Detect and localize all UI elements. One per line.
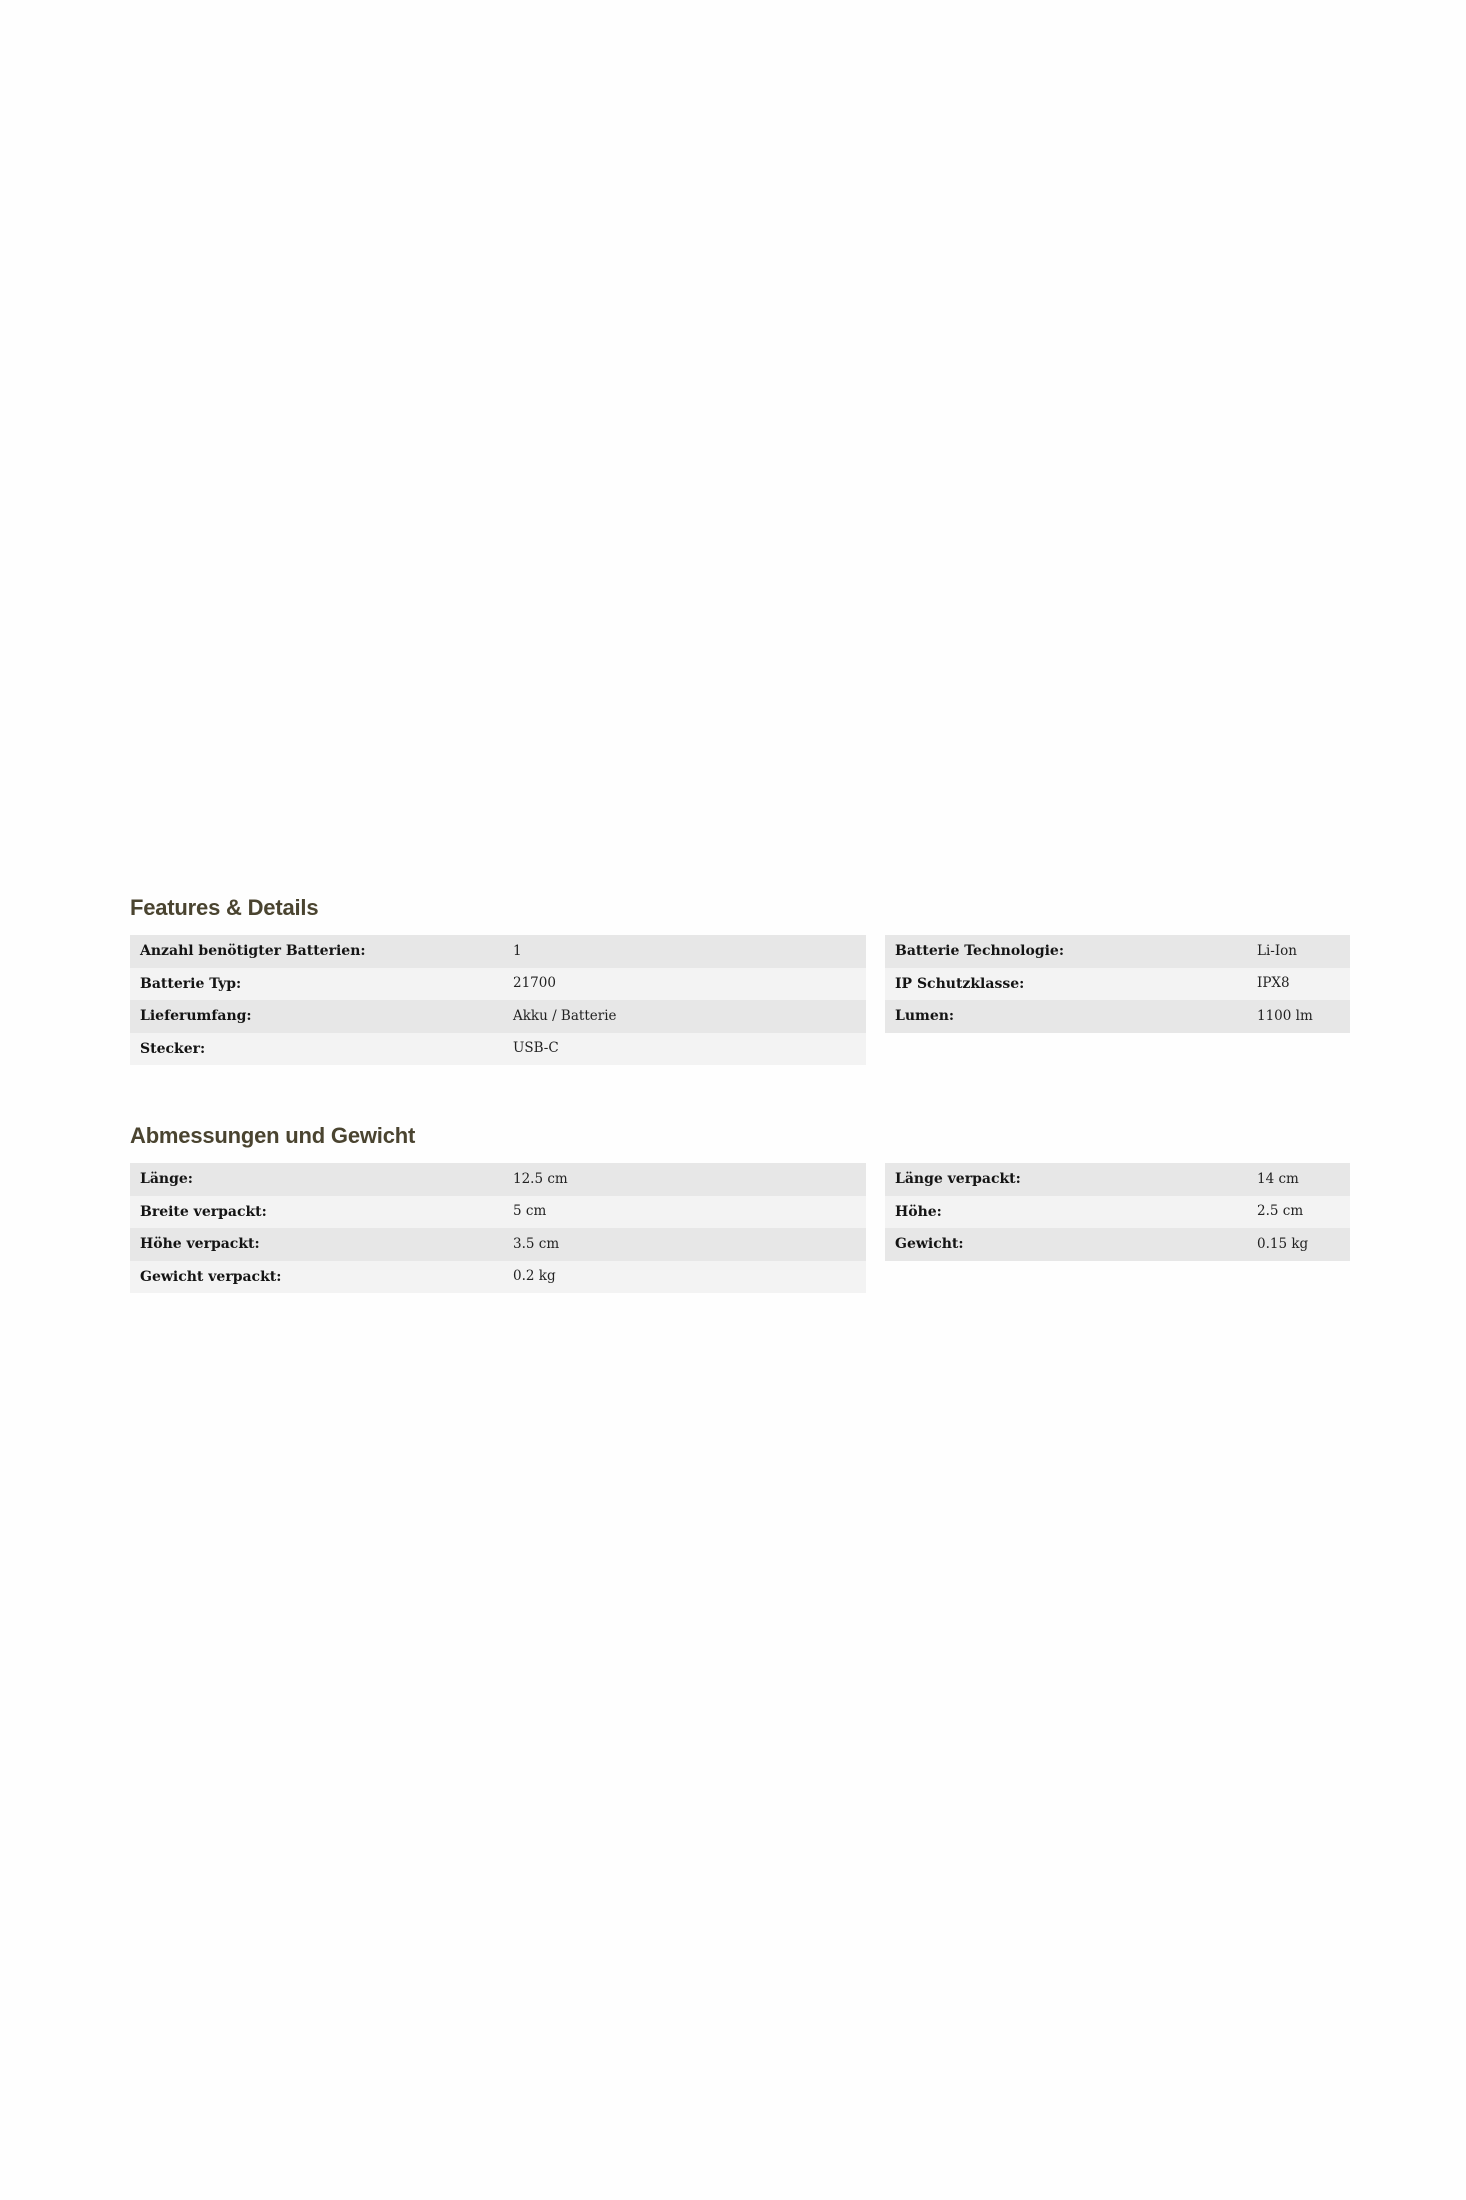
features-table-left [130, 935, 866, 1065]
table-row [885, 1000, 1350, 1033]
spec-value: 3.5 cm [503, 1228, 866, 1261]
spec-label: Höhe verpackt: [130, 1228, 503, 1261]
spec-label: Länge verpackt: [885, 1163, 1247, 1196]
spec-value: Li-Ion [1247, 935, 1350, 968]
spec-value: 0.15 kg [1247, 1228, 1350, 1261]
spec-value: 14 cm [1247, 1163, 1350, 1196]
spec-value: 1100 lm [1247, 1000, 1350, 1033]
table-row [885, 1196, 1350, 1229]
table-row [885, 1163, 1350, 1196]
spec-label: IP Schutzklasse: [885, 968, 1247, 1001]
spec-value: 0.2 kg [503, 1261, 866, 1294]
table-row [130, 968, 866, 1001]
spec-label: Stecker: [130, 1033, 503, 1066]
features-section [130, 895, 1350, 1075]
spec-value: USB-C [503, 1033, 866, 1066]
spec-value: Akku / Batterie [503, 1000, 866, 1033]
spec-value: IPX8 [1247, 968, 1350, 1001]
dimensions-heading: Abmessungen und Gewicht [130, 1123, 416, 1148]
features-heading: Features & Details [130, 895, 319, 920]
spec-label: Anzahl benötigter Batterien: [130, 935, 503, 968]
spec-value: 12.5 cm [503, 1163, 866, 1196]
spec-label: Batterie Typ: [130, 968, 503, 1001]
dimensions-table-left [130, 1163, 866, 1293]
spec-value: 5 cm [503, 1196, 866, 1229]
table-row [885, 935, 1350, 968]
table-row [885, 968, 1350, 1001]
table-row [130, 935, 866, 968]
features-table-right [885, 935, 1350, 1033]
table-row [130, 1228, 866, 1261]
dimensions-table-right [885, 1163, 1350, 1261]
spec-label: Gewicht verpackt: [130, 1261, 503, 1294]
spec-label: Gewicht: [885, 1228, 1247, 1261]
dimensions-section [130, 1123, 1350, 1303]
spec-label: Batterie Technologie: [885, 935, 1247, 968]
table-row [130, 1000, 866, 1033]
spec-label: Länge: [130, 1163, 503, 1196]
spec-label: Breite verpackt: [130, 1196, 503, 1229]
spec-value: 21700 [503, 968, 866, 1001]
table-row [885, 1228, 1350, 1261]
table-row [130, 1196, 866, 1229]
table-row [130, 1033, 866, 1066]
spec-value: 2.5 cm [1247, 1196, 1350, 1229]
spec-label: Höhe: [885, 1196, 1247, 1229]
spec-label: Lieferumfang: [130, 1000, 503, 1033]
spec-label: Lumen: [885, 1000, 1247, 1033]
table-row [130, 1163, 866, 1196]
spec-value: 1 [503, 935, 866, 968]
table-row [130, 1261, 866, 1294]
